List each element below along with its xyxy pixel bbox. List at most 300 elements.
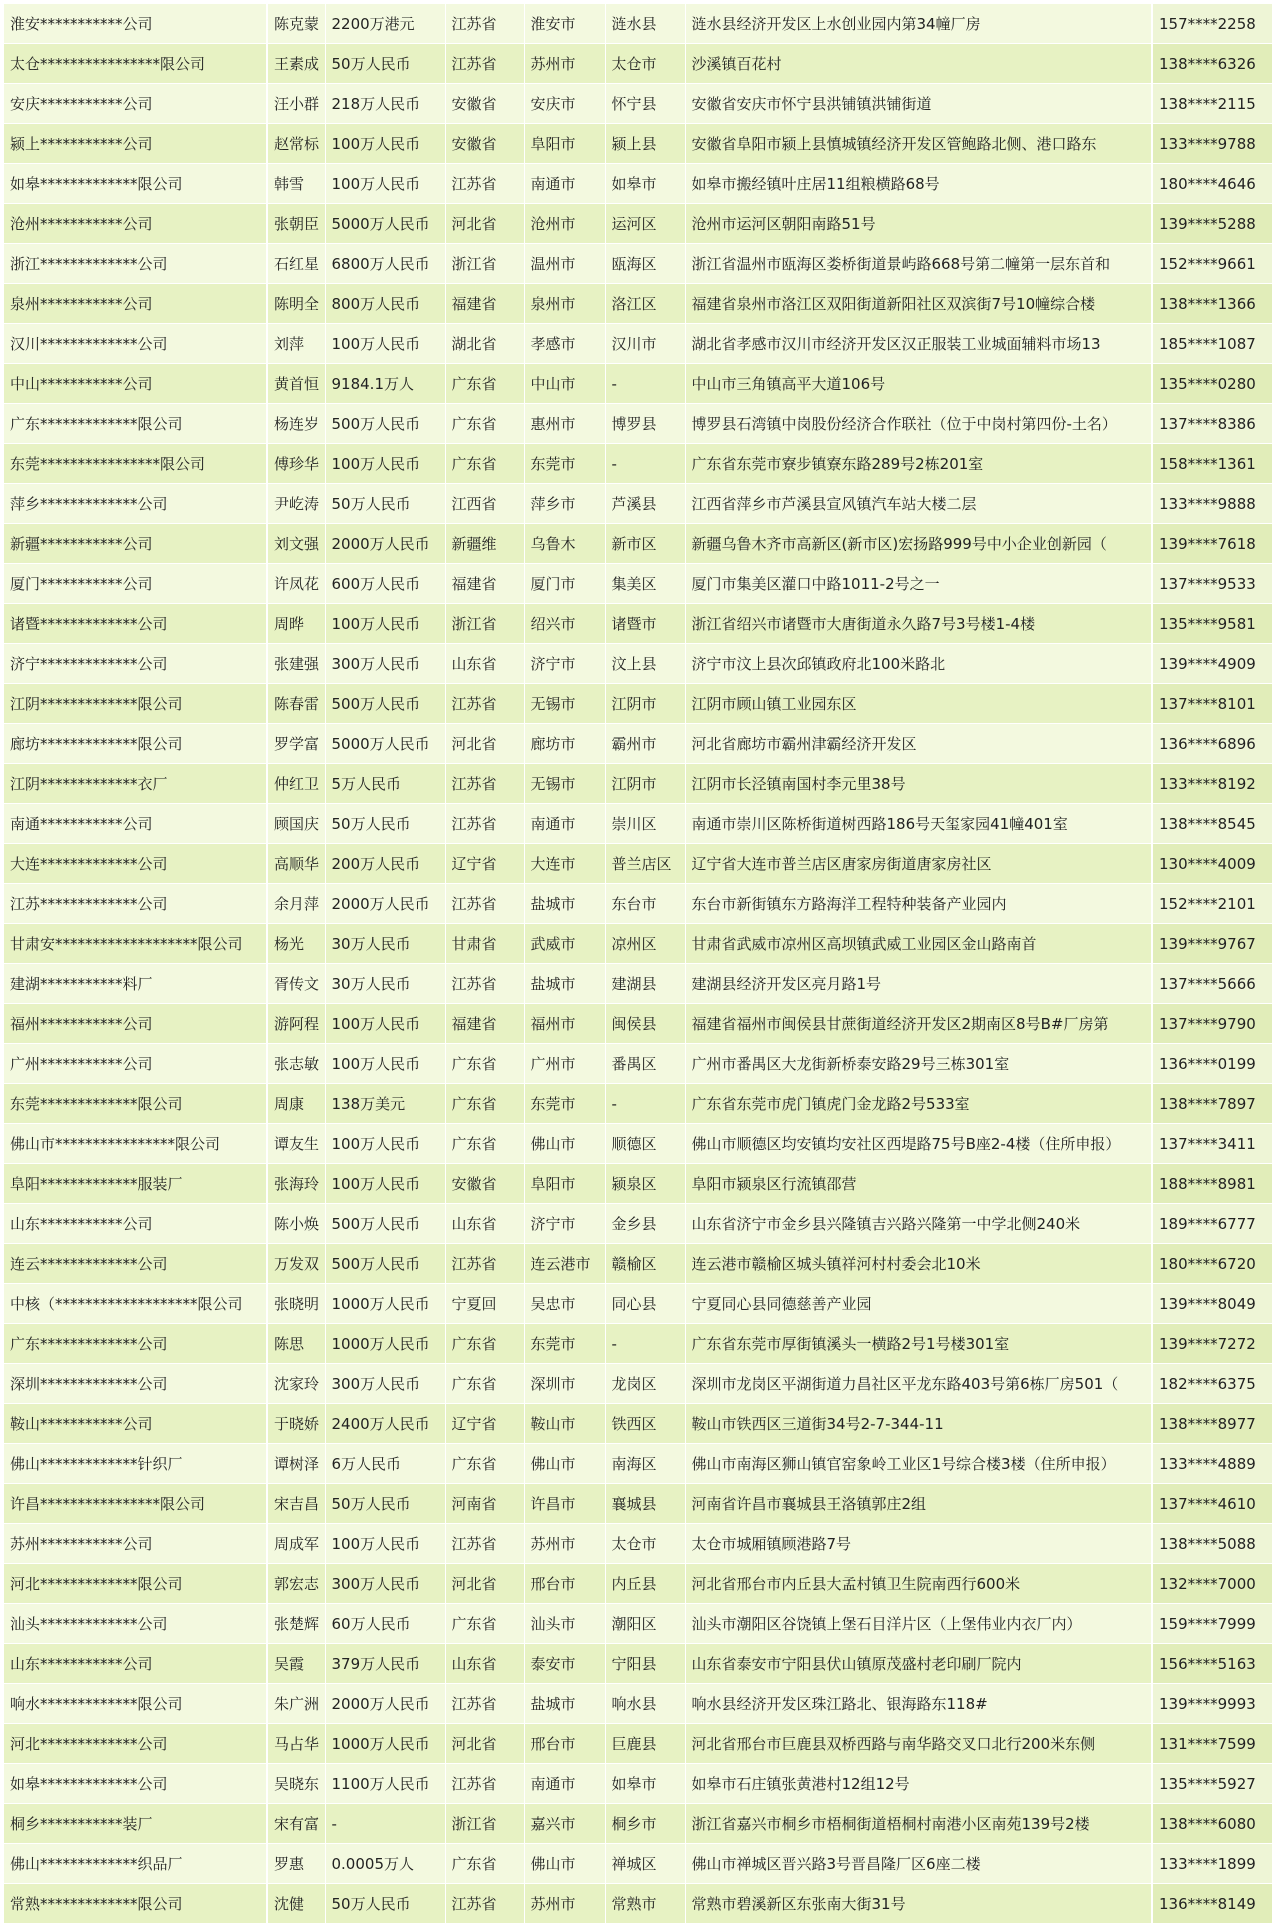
table-row (4, 1804, 1272, 1844)
phone-cell: 136****6896 (1152, 724, 1272, 764)
capital-cell: 2000万人民币 (325, 1684, 445, 1724)
capital-cell: 138万美元 (325, 1084, 445, 1124)
phone-cell: 133****9788 (1152, 124, 1272, 164)
person-cell: 陈克蒙 (267, 4, 325, 44)
person-cell: 张志敏 (267, 1044, 325, 1084)
address-cell: 济宁市汶上县次邱镇政府北100米路北 (685, 644, 1152, 684)
person-cell: 陈思 (267, 1324, 325, 1364)
phone-cell: 180****6720 (1152, 1244, 1272, 1284)
city-cell: 南通市 (524, 804, 605, 844)
city-cell: 淮安市 (524, 4, 605, 44)
address-cell: 连云港市赣榆区城头镇祥河村村委会北10米 (685, 1244, 1152, 1284)
capital-cell: 1100万人民币 (325, 1764, 445, 1804)
company-cell: 济宁*************公司 (4, 644, 267, 684)
company-cell: 佛山*************针织厂 (4, 1444, 267, 1484)
person-cell: 刘文强 (267, 524, 325, 564)
phone-cell: 137****9533 (1152, 564, 1272, 604)
district-cell: 涟水县 (605, 4, 685, 44)
district-cell: 新市区 (605, 524, 685, 564)
table-row (4, 164, 1272, 204)
phone-cell: 133****4889 (1152, 1444, 1272, 1484)
person-cell: 谭树泽 (267, 1444, 325, 1484)
company-cell: 河北*************限公司 (4, 1564, 267, 1604)
phone-cell: 138****5088 (1152, 1524, 1272, 1564)
table-row (4, 524, 1272, 564)
table-row (4, 964, 1272, 1004)
capital-cell: 5000万人民币 (325, 204, 445, 244)
table-row (4, 1844, 1272, 1884)
table-row (4, 1004, 1272, 1044)
province-cell: 辽宁省 (445, 1404, 524, 1444)
capital-cell: 218万人民币 (325, 84, 445, 124)
person-cell: 罗学富 (267, 724, 325, 764)
company-cell: 颍上***********公司 (4, 124, 267, 164)
capital-cell: 100万人民币 (325, 1524, 445, 1564)
company-cell: 山东***********公司 (4, 1204, 267, 1244)
district-cell: 常熟市 (605, 1884, 685, 1924)
person-cell: 张朝臣 (267, 204, 325, 244)
district-cell: 响水县 (605, 1684, 685, 1724)
province-cell: 江西省 (445, 484, 524, 524)
province-cell: 广东省 (445, 1444, 524, 1484)
city-cell: 南通市 (524, 1764, 605, 1804)
table-row (4, 1404, 1272, 1444)
table-row (4, 1524, 1272, 1564)
city-cell: 福州市 (524, 1004, 605, 1044)
city-cell: 苏州市 (524, 1524, 605, 1564)
city-cell: 南通市 (524, 164, 605, 204)
company-cell: 深圳*************公司 (4, 1364, 267, 1404)
city-cell: 深圳市 (524, 1364, 605, 1404)
address-cell: 山东省泰安市宁阳县伏山镇原茂盛村老印刷厂院内 (685, 1644, 1152, 1684)
company-cell: 河北*************公司 (4, 1724, 267, 1764)
city-cell: 阜阳市 (524, 124, 605, 164)
phone-cell: 138****6326 (1152, 44, 1272, 84)
phone-cell: 139****7272 (1152, 1324, 1272, 1364)
province-cell: 甘肃省 (445, 924, 524, 964)
phone-cell: 137****3411 (1152, 1124, 1272, 1164)
district-cell: 金乡县 (605, 1204, 685, 1244)
capital-cell: 500万人民币 (325, 1244, 445, 1284)
phone-cell: 137****9790 (1152, 1004, 1272, 1044)
phone-cell: 159****7999 (1152, 1604, 1272, 1644)
person-cell: 沈健 (267, 1884, 325, 1924)
province-cell: 河北省 (445, 1724, 524, 1764)
person-cell: 吴晓东 (267, 1764, 325, 1804)
address-cell: 厦门市集美区灌口中路1011-2号之一 (685, 564, 1152, 604)
province-cell: 河北省 (445, 204, 524, 244)
district-cell: 宁阳县 (605, 1644, 685, 1684)
person-cell: 尹屹涛 (267, 484, 325, 524)
city-cell: 东莞市 (524, 1324, 605, 1364)
company-cell: 中山***********公司 (4, 364, 267, 404)
capital-cell: 1000万人民币 (325, 1724, 445, 1764)
address-cell: 江西省萍乡市芦溪县宣风镇汽车站大楼二层 (685, 484, 1152, 524)
province-cell: 浙江省 (445, 1804, 524, 1844)
address-cell: 建湖县经济开发区亮月路1号 (685, 964, 1152, 1004)
province-cell: 新疆维 (445, 524, 524, 564)
table-row (4, 1484, 1272, 1524)
company-cell: 中核（*******************限公司 (4, 1284, 267, 1324)
district-cell: 建湖县 (605, 964, 685, 1004)
table-row (4, 324, 1272, 364)
person-cell: 游阿程 (267, 1004, 325, 1044)
phone-cell: 130****4009 (1152, 844, 1272, 884)
person-cell: 周晔 (267, 604, 325, 644)
person-cell: 张建强 (267, 644, 325, 684)
district-cell: 崇川区 (605, 804, 685, 844)
phone-cell: 137****8101 (1152, 684, 1272, 724)
table-row (4, 1604, 1272, 1644)
company-cell: 甘肃安*******************限公司 (4, 924, 267, 964)
phone-cell: 133****1899 (1152, 1844, 1272, 1884)
person-cell: 赵常标 (267, 124, 325, 164)
district-cell: 汶上县 (605, 644, 685, 684)
phone-cell: 138****8545 (1152, 804, 1272, 844)
person-cell: 高顺华 (267, 844, 325, 884)
capital-cell: 60万人民币 (325, 1604, 445, 1644)
person-cell: 于晓娇 (267, 1404, 325, 1444)
city-cell: 大连市 (524, 844, 605, 884)
person-cell: 杨光 (267, 924, 325, 964)
address-cell: 中山市三角镇高平大道106号 (685, 364, 1152, 404)
capital-cell: 500万人民币 (325, 1204, 445, 1244)
address-cell: 佛山市南海区狮山镇官窑象岭工业区1号综合楼3楼（住所申报） (685, 1444, 1152, 1484)
table-row (4, 1164, 1272, 1204)
province-cell: 广东省 (445, 1324, 524, 1364)
address-cell: 太仓市城厢镇顾港路7号 (685, 1524, 1152, 1564)
address-cell: 江阴市长泾镇南国村李元里38号 (685, 764, 1152, 804)
province-cell: 江苏省 (445, 164, 524, 204)
district-cell: 运河区 (605, 204, 685, 244)
phone-cell: 139****9767 (1152, 924, 1272, 964)
city-cell: 连云港市 (524, 1244, 605, 1284)
district-cell: 桐乡市 (605, 1804, 685, 1844)
address-cell: 湖北省孝感市汉川市经济开发区汉正服装工业城面辅料市场13 (685, 324, 1152, 364)
province-cell: 安徽省 (445, 1164, 524, 1204)
phone-cell: 137****8386 (1152, 404, 1272, 444)
company-cell: 泉州***********公司 (4, 284, 267, 324)
person-cell: 陈小焕 (267, 1204, 325, 1244)
company-cell: 广东*************公司 (4, 1324, 267, 1364)
company-cell: 响水*************限公司 (4, 1684, 267, 1724)
person-cell: 沈家玲 (267, 1364, 325, 1404)
phone-cell: 136****0199 (1152, 1044, 1272, 1084)
district-cell: 博罗县 (605, 404, 685, 444)
capital-cell: 500万人民币 (325, 684, 445, 724)
district-cell: 赣榆区 (605, 1244, 685, 1284)
district-cell: - (605, 1324, 685, 1364)
province-cell: 浙江省 (445, 244, 524, 284)
person-cell: 王素成 (267, 44, 325, 84)
district-cell: 潮阳区 (605, 1604, 685, 1644)
district-cell: 铁西区 (605, 1404, 685, 1444)
capital-cell: 100万人民币 (325, 1164, 445, 1204)
company-cell: 佛山*************织品厂 (4, 1844, 267, 1884)
city-cell: 泉州市 (524, 284, 605, 324)
city-cell: 佛山市 (524, 1444, 605, 1484)
table-row (4, 204, 1272, 244)
company-cell: 汉川*************公司 (4, 324, 267, 364)
province-cell: 江苏省 (445, 884, 524, 924)
district-cell: - (605, 1084, 685, 1124)
capital-cell: 100万人民币 (325, 124, 445, 164)
person-cell: 周成军 (267, 1524, 325, 1564)
province-cell: 福建省 (445, 1004, 524, 1044)
address-cell: 如皋市石庄镇张黄港村12组12号 (685, 1764, 1152, 1804)
company-cell: 汕头*************公司 (4, 1604, 267, 1644)
capital-cell: 2000万人民币 (325, 884, 445, 924)
district-cell: 襄城县 (605, 1484, 685, 1524)
address-cell: 浙江省温州市瓯海区娄桥街道景屿路668号第二幢第一层东首和 (685, 244, 1152, 284)
capital-cell: 50万人民币 (325, 804, 445, 844)
city-cell: 邢台市 (524, 1724, 605, 1764)
company-cell: 沧州***********公司 (4, 204, 267, 244)
province-cell: 广东省 (445, 1364, 524, 1404)
province-cell: 福建省 (445, 284, 524, 324)
table-row (4, 1324, 1272, 1364)
city-cell: 鞍山市 (524, 1404, 605, 1444)
address-cell: 河南省许昌市襄城县王洛镇郭庄2组 (685, 1484, 1152, 1524)
district-cell: 东台市 (605, 884, 685, 924)
company-cell: 江苏*************公司 (4, 884, 267, 924)
capital-cell: 9184.1万人 (325, 364, 445, 404)
city-cell: 无锡市 (524, 684, 605, 724)
province-cell: 河北省 (445, 1564, 524, 1604)
district-cell: 如皋市 (605, 1764, 685, 1804)
person-cell: 吴霞 (267, 1644, 325, 1684)
phone-cell: 157****2258 (1152, 4, 1272, 44)
district-cell: 龙岗区 (605, 1364, 685, 1404)
phone-cell: 135****0280 (1152, 364, 1272, 404)
address-cell: 广东省东莞市厚街镇溪头一横路2号1号楼301室 (685, 1324, 1152, 1364)
address-cell: 广东省东莞市虎门镇虎门金龙路2号533室 (685, 1084, 1152, 1124)
district-cell: 凉州区 (605, 924, 685, 964)
company-cell: 常熟*************限公司 (4, 1884, 267, 1924)
table-row (4, 1124, 1272, 1164)
person-cell: 许凤花 (267, 564, 325, 604)
province-cell: 江苏省 (445, 804, 524, 844)
table-row (4, 1644, 1272, 1684)
address-cell: 浙江省绍兴市诸暨市大唐街道永久路7号3号楼1-4楼 (685, 604, 1152, 644)
district-cell: 内丘县 (605, 1564, 685, 1604)
province-cell: 江苏省 (445, 1764, 524, 1804)
city-cell: 安庆市 (524, 84, 605, 124)
phone-cell: 138****1366 (1152, 284, 1272, 324)
city-cell: 苏州市 (524, 44, 605, 84)
city-cell: 惠州市 (524, 404, 605, 444)
district-cell: 闽侯县 (605, 1004, 685, 1044)
table-row (4, 1564, 1272, 1604)
person-cell: 张海玲 (267, 1164, 325, 1204)
city-cell: 济宁市 (524, 1204, 605, 1244)
table-row (4, 484, 1272, 524)
district-cell: 南海区 (605, 1444, 685, 1484)
address-cell: 甘肃省武威市凉州区高坝镇武威工业园区金山路南首 (685, 924, 1152, 964)
province-cell: 江苏省 (445, 684, 524, 724)
capital-cell: 100万人民币 (325, 324, 445, 364)
province-cell: 浙江省 (445, 604, 524, 644)
district-cell: 巨鹿县 (605, 1724, 685, 1764)
city-cell: 中山市 (524, 364, 605, 404)
city-cell: 厦门市 (524, 564, 605, 604)
person-cell: 万发双 (267, 1244, 325, 1284)
person-cell: 黄首恒 (267, 364, 325, 404)
capital-cell: 600万人民币 (325, 564, 445, 604)
address-cell: 鞍山市铁西区三道街34号2-7-344-11 (685, 1404, 1152, 1444)
address-cell: 东台市新街镇东方路海洋工程特种装备产业园内 (685, 884, 1152, 924)
person-cell: 罗惠 (267, 1844, 325, 1884)
person-cell: 朱广洲 (267, 1684, 325, 1724)
province-cell: 山东省 (445, 1204, 524, 1244)
company-cell: 安庆***********公司 (4, 84, 267, 124)
person-cell: 胥传文 (267, 964, 325, 1004)
capital-cell: 100万人民币 (325, 1044, 445, 1084)
city-cell: 泰安市 (524, 1644, 605, 1684)
company-cell: 山东***********公司 (4, 1644, 267, 1684)
table-row (4, 804, 1272, 844)
district-cell: - (605, 364, 685, 404)
address-cell: 安徽省阜阳市颍上县慎城镇经济开发区管鲍路北侧、港口路东 (685, 124, 1152, 164)
capital-cell: 6800万人民币 (325, 244, 445, 284)
capital-cell: 100万人民币 (325, 1004, 445, 1044)
company-cell: 佛山市****************限公司 (4, 1124, 267, 1164)
province-cell: 安徽省 (445, 84, 524, 124)
table-row (4, 1884, 1272, 1924)
phone-cell: 136****8149 (1152, 1884, 1272, 1924)
capital-cell: 379万人民币 (325, 1644, 445, 1684)
company-cell: 鞍山***********公司 (4, 1404, 267, 1444)
province-cell: 广东省 (445, 1124, 524, 1164)
capital-cell: 100万人民币 (325, 164, 445, 204)
phone-cell: 138****6080 (1152, 1804, 1272, 1844)
province-cell: 江苏省 (445, 964, 524, 1004)
capital-cell: 50万人民币 (325, 1884, 445, 1924)
province-cell: 江苏省 (445, 1684, 524, 1724)
table-row (4, 244, 1272, 284)
table-row (4, 1364, 1272, 1404)
province-cell: 广东省 (445, 444, 524, 484)
phone-cell: 152****2101 (1152, 884, 1272, 924)
phone-cell: 158****1361 (1152, 444, 1272, 484)
district-cell: 集美区 (605, 564, 685, 604)
phone-cell: 132****7000 (1152, 1564, 1272, 1604)
city-cell: 邢台市 (524, 1564, 605, 1604)
person-cell: 陈春雷 (267, 684, 325, 724)
person-cell: 傅珍华 (267, 444, 325, 484)
city-cell: 嘉兴市 (524, 1804, 605, 1844)
address-cell: 沙溪镇百花村 (685, 44, 1152, 84)
address-cell: 安徽省安庆市怀宁县洪铺镇洪铺街道 (685, 84, 1152, 124)
province-cell: 广东省 (445, 1084, 524, 1124)
address-cell: 博罗县石湾镇中岗股份经济合作联社（位于中岗村第四份-土名） (685, 404, 1152, 444)
capital-cell: 5万人民币 (325, 764, 445, 804)
capital-cell: 50万人民币 (325, 484, 445, 524)
province-cell: 广东省 (445, 1044, 524, 1084)
company-cell: 苏州***********公司 (4, 1524, 267, 1564)
company-cell: 阜阳*************服装厂 (4, 1164, 267, 1204)
capital-cell: 6万人民币 (325, 1444, 445, 1484)
address-cell: 广东省东莞市寮步镇寮东路289号2栋201室 (685, 444, 1152, 484)
company-cell: 廊坊*************限公司 (4, 724, 267, 764)
capital-cell: 800万人民币 (325, 284, 445, 324)
company-cell: 广东*************限公司 (4, 404, 267, 444)
table-row (4, 1284, 1272, 1324)
address-cell: 常熟市碧溪新区东张南大街31号 (685, 1884, 1152, 1924)
capital-cell: 300万人民币 (325, 1364, 445, 1404)
table-row (4, 764, 1272, 804)
address-cell: 涟水县经济开发区上水创业园内第34幢厂房 (685, 4, 1152, 44)
city-cell: 盐城市 (524, 1684, 605, 1724)
table-row (4, 1444, 1272, 1484)
table-row (4, 924, 1272, 964)
capital-cell: 30万人民币 (325, 964, 445, 1004)
province-cell: 辽宁省 (445, 844, 524, 884)
capital-cell: 200万人民币 (325, 844, 445, 884)
company-cell: 桐乡***********装厂 (4, 1804, 267, 1844)
province-cell: 江苏省 (445, 1884, 524, 1924)
district-cell: 汉川市 (605, 324, 685, 364)
address-cell: 如皋市搬经镇叶庄居11组粮横路68号 (685, 164, 1152, 204)
district-cell: 江阴市 (605, 684, 685, 724)
city-cell: 盐城市 (524, 884, 605, 924)
address-cell: 深圳市龙岗区平湖街道力昌社区平龙东路403号第6栋厂房501（ (685, 1364, 1152, 1404)
city-cell: 温州市 (524, 244, 605, 284)
phone-cell: 188****8981 (1152, 1164, 1272, 1204)
address-cell: 河北省邢台市内丘县大孟村镇卫生院南西行600米 (685, 1564, 1152, 1604)
address-cell: 山东省济宁市金乡县兴隆镇吉兴路兴隆第一中学北侧240米 (685, 1204, 1152, 1244)
province-cell: 江苏省 (445, 44, 524, 84)
capital-cell: 50万人民币 (325, 1484, 445, 1524)
city-cell: 佛山市 (524, 1124, 605, 1164)
person-cell: 周康 (267, 1084, 325, 1124)
table-row (4, 844, 1272, 884)
address-cell: 福建省泉州市洛江区双阳街道新阳社区双滨街7号10幢综合楼 (685, 284, 1152, 324)
address-cell: 沧州市运河区朝阳南路51号 (685, 204, 1152, 244)
company-cell: 厦门***********公司 (4, 564, 267, 604)
person-cell: 韩雪 (267, 164, 325, 204)
table-row (4, 1084, 1272, 1124)
capital-cell: 300万人民币 (325, 1564, 445, 1604)
table-row (4, 564, 1272, 604)
table-row (4, 44, 1272, 84)
table-row (4, 1764, 1272, 1804)
company-cell: 建湖***********料厂 (4, 964, 267, 1004)
company-cell: 东莞****************限公司 (4, 444, 267, 484)
phone-cell: 133****8192 (1152, 764, 1272, 804)
table-row (4, 124, 1272, 164)
table-body (4, 4, 1272, 1924)
province-cell: 宁夏回 (445, 1284, 524, 1324)
company-cell: 如皋*************限公司 (4, 164, 267, 204)
person-cell: 汪小群 (267, 84, 325, 124)
province-cell: 江苏省 (445, 764, 524, 804)
person-cell: 杨连岁 (267, 404, 325, 444)
district-cell: 洛江区 (605, 284, 685, 324)
capital-cell: 1000万人民币 (325, 1284, 445, 1324)
province-cell: 河南省 (445, 1484, 524, 1524)
table-row (4, 1044, 1272, 1084)
province-cell: 山东省 (445, 1644, 524, 1684)
phone-cell: 138****2115 (1152, 84, 1272, 124)
province-cell: 广东省 (445, 1604, 524, 1644)
address-cell: 宁夏同心县同德慈善产业园 (685, 1284, 1152, 1324)
capital-cell: 30万人民币 (325, 924, 445, 964)
table-row (4, 284, 1272, 324)
capital-cell: 100万人民币 (325, 1124, 445, 1164)
table-row (4, 1204, 1272, 1244)
table-row (4, 444, 1272, 484)
